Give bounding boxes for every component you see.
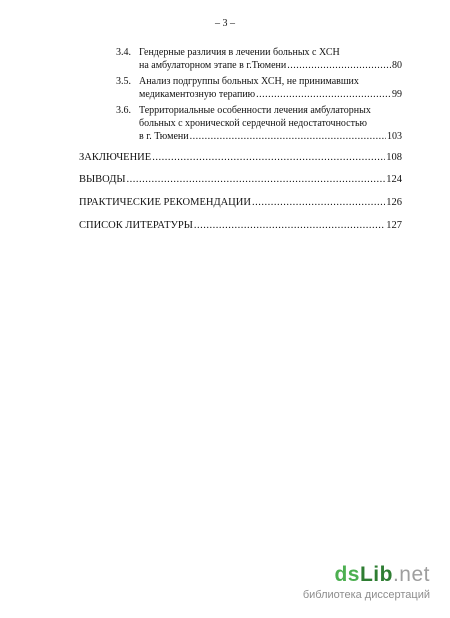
dot-leader: [152, 151, 385, 164]
logo-part-lib: Lib: [359, 563, 393, 586]
dot-leader: [127, 173, 386, 186]
toc-entry-3-6: [116, 104, 402, 143]
toc-entry-conclusion: [79, 151, 402, 164]
dot-leader: [256, 88, 391, 101]
toc-entry-title-line: в г. Тюмени: [139, 131, 189, 142]
toc-entry-title: ВЫВОДЫ: [79, 174, 126, 185]
toc-entry-title-line: Территориальные особенности лечения амбулаторных: [139, 105, 371, 116]
toc-entry-references: [79, 219, 402, 232]
toc-entry-title: СПИСОК ЛИТЕРАТУРЫ: [79, 220, 193, 231]
toc-entry-title: ЗАКЛЮЧЕНИЕ: [79, 152, 152, 163]
toc-entry-page: 108: [386, 152, 402, 163]
toc-entry-3-5: [116, 75, 402, 101]
dslib-watermark: [230, 563, 430, 605]
dot-leader: [194, 219, 385, 232]
watermark-subtitle: библиотека диссертаций: [302, 589, 430, 601]
toc-entry-findings: [79, 173, 402, 186]
toc-entry-title-line: медикаментозную терапию: [139, 89, 256, 100]
dot-leader: [252, 196, 385, 209]
toc-entry-number: 3.5.: [116, 76, 131, 87]
toc-entry-title: ПРАКТИЧЕСКИЕ РЕКОМЕНДАЦИИ: [79, 197, 251, 208]
logo-part-net: .net: [392, 563, 430, 586]
dslib-logo: [334, 563, 430, 587]
toc-entry-page: 80: [392, 60, 402, 71]
toc-entry-page: 127: [386, 220, 402, 231]
toc-entry-recommendations: [79, 196, 402, 209]
toc-entry-page: 126: [386, 197, 402, 208]
page-number: – 3 –: [215, 18, 235, 29]
toc-entry-page: 124: [386, 174, 402, 185]
toc-entry-title-line: Гендерные различия в лечении больных с ХСН: [139, 47, 340, 58]
toc-entry-number: 3.6.: [116, 105, 131, 116]
toc-entry-page: 99: [392, 89, 402, 100]
toc-entry-number: 3.4.: [116, 47, 131, 58]
toc-entry-title-line: на амбулаторном этапе в г.Тюмени: [139, 60, 287, 71]
dot-leader: [287, 59, 391, 72]
toc-entry-title-line: больных с хронической сердечной недостаточностью: [139, 118, 368, 129]
logo-part-ds: ds: [334, 563, 360, 586]
toc-entry-page: 103: [387, 131, 402, 142]
toc-entry-title-line: Анализ подгруппы больных ХСН, не принимавших: [139, 76, 359, 87]
dot-leader: [190, 130, 386, 143]
toc-entry-3-4: [116, 46, 402, 72]
